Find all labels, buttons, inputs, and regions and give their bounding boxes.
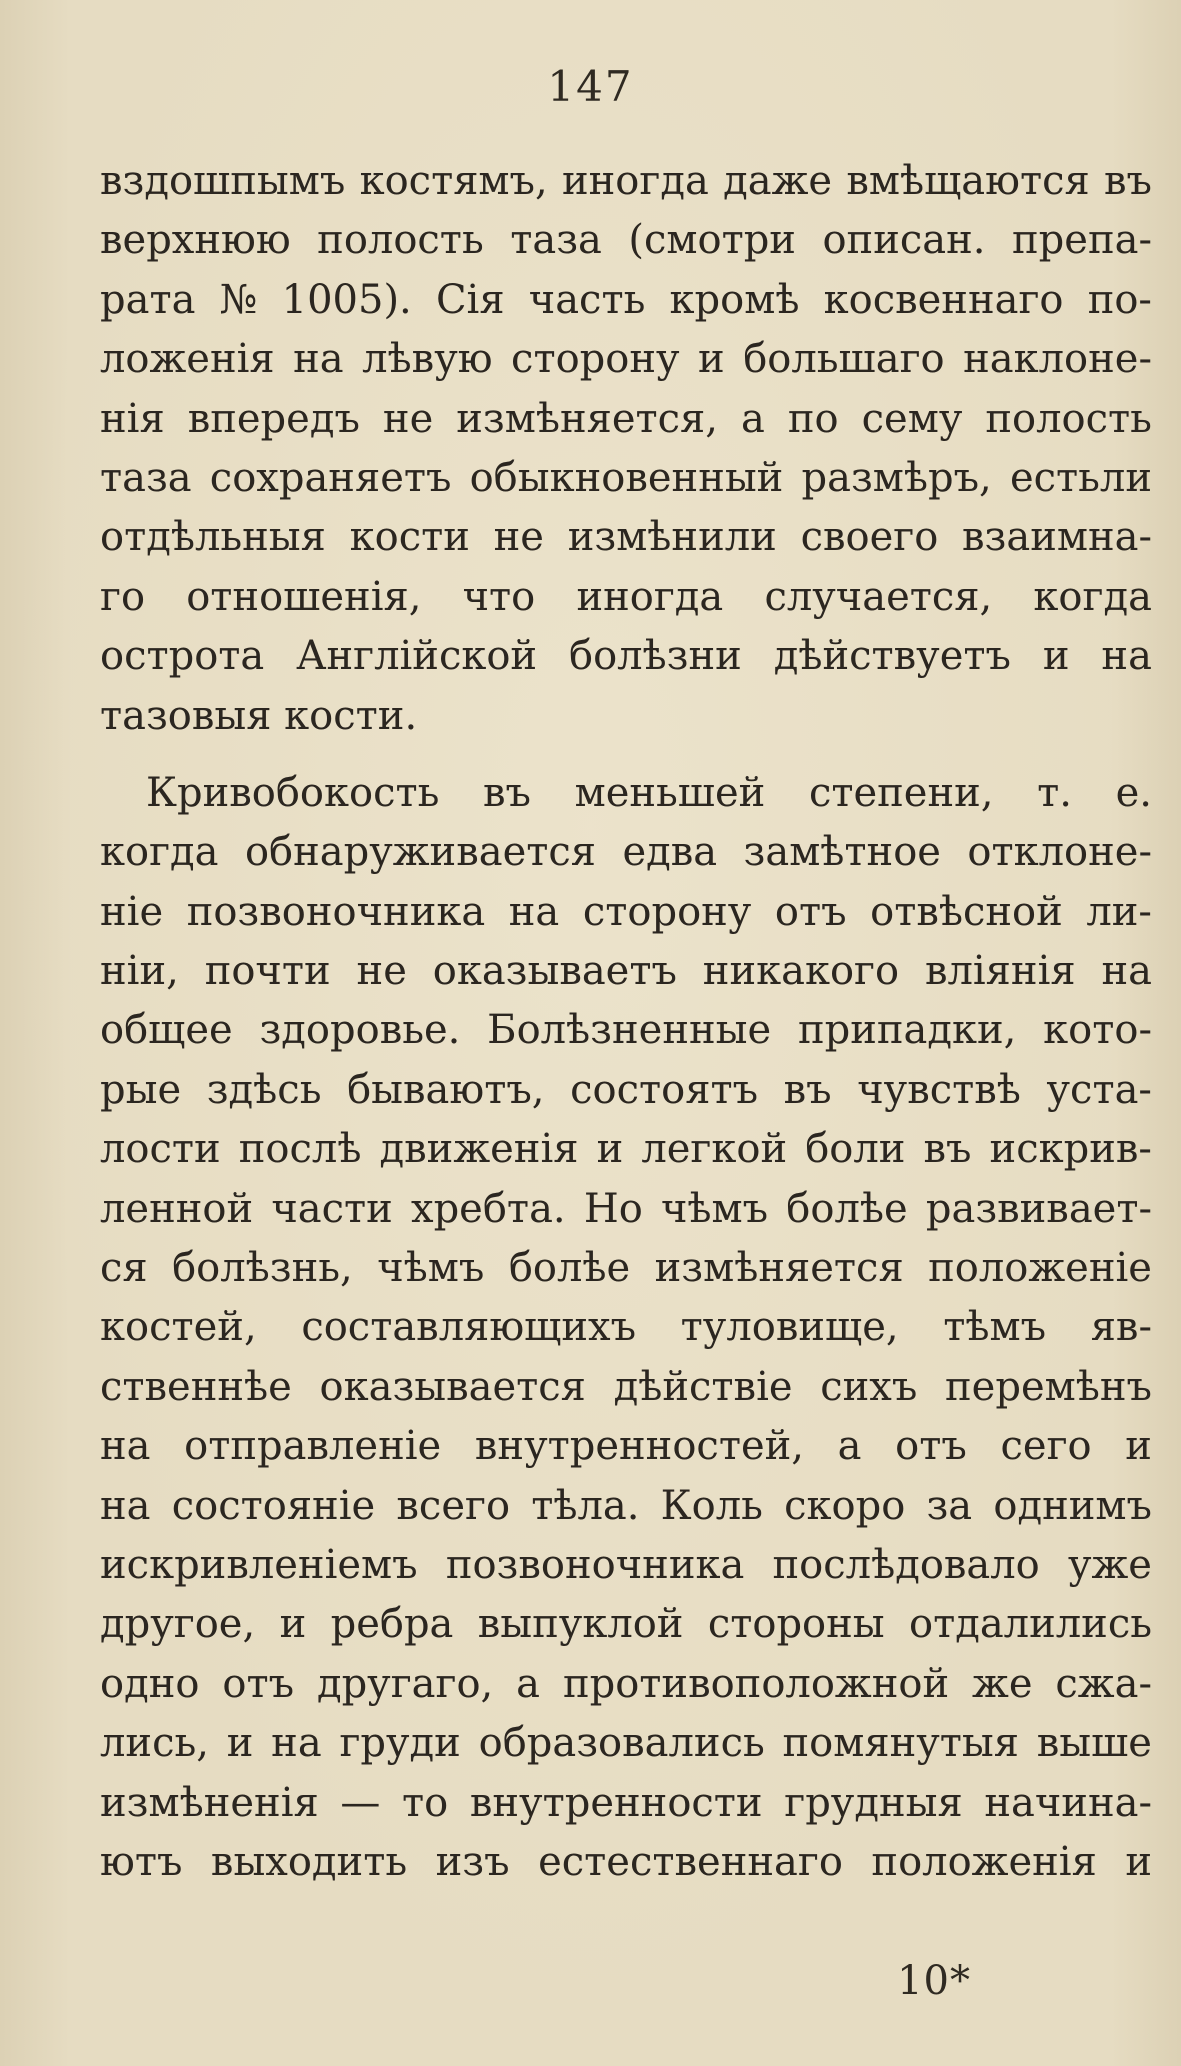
text-line: искривленіемъ позвоночника послѣдовало уже <box>100 1541 1152 1588</box>
text-line: ніи, почти не оказываетъ никакого вліянія на <box>100 948 1152 995</box>
paragraph-gap <box>100 746 1152 764</box>
text-line: лости послѣ движенія и легкой боли въ искрив- <box>100 1126 1152 1173</box>
body-text <box>100 152 1152 1892</box>
text-line: одно отъ другаго, а противоположной же сжа- <box>100 1660 1152 1707</box>
text-line: го отношенія, что иногда случается, когда <box>100 573 1152 620</box>
text-line: отдѣльныя кости не измѣнили своего взаимна- <box>100 514 1152 561</box>
text-line: ложенія на лѣвую сторону и большаго наклоне- <box>100 336 1152 383</box>
text-line: Кривобокость въ меньшей степени, т. е. <box>146 769 1152 816</box>
text-line: другое, и ребра выпуклой стороны отдалились <box>100 1601 1152 1648</box>
paragraph <box>100 152 1152 746</box>
text-line: рые здѣсь бываютъ, состоятъ въ чувствѣ уста- <box>100 1066 1152 1113</box>
text-line: таза сохраняетъ обыкновенный размѣръ, естьли <box>100 454 1152 501</box>
paragraph <box>100 764 1152 1892</box>
text-line: тазовыя кости. <box>100 692 418 739</box>
page-number: 147 <box>547 62 634 111</box>
signature-mark: 10* <box>897 1958 971 2004</box>
text-line: рата № 1005). Сія часть кромѣ косвеннаго по- <box>100 276 1152 323</box>
text-line: ленной части хребта. Но чѣмъ болѣе развивает- <box>100 1185 1152 1232</box>
text-line: на состояніе всего тѣла. Коль скоро за однимъ <box>100 1482 1152 1529</box>
text-line: общее здоровье. Болѣзненные припадки, кото- <box>100 1007 1152 1054</box>
text-line: на отправленіе внутренностей, а отъ сего и <box>100 1423 1152 1470</box>
text-line: вздошпымъ костямъ, иногда даже вмѣщаются въ <box>100 158 1152 204</box>
text-line: нія впередъ не измѣняется, а по сему полость <box>100 395 1152 442</box>
text-line: верхнюю полость таза (смотри описан. препа- <box>100 217 1152 264</box>
text-line: острота Англійской болѣзни дѣйствуетъ и на <box>100 633 1152 680</box>
text-line: ніе позвоночника на сторону отъ отвѣсной ли- <box>100 888 1152 935</box>
text-line: лись, и на груди образовались помянутыя выше <box>100 1720 1152 1767</box>
text-line: когда обнаруживается едва замѣтное отклоне- <box>100 829 1152 876</box>
text-line: измѣненія — то внутренности грудныя начина- <box>100 1779 1152 1826</box>
text-line: костей, составляющихъ туловище, тѣмъ яв- <box>100 1304 1152 1351</box>
text-line: ственнѣе оказывается дѣйствіе сихъ перемѣнъ <box>100 1363 1152 1410</box>
text-line: ся болѣзнь, чѣмъ болѣе измѣняется положеніе <box>100 1245 1152 1292</box>
text-line: ютъ выходить изъ естественнаго положенія и <box>100 1838 1152 1885</box>
